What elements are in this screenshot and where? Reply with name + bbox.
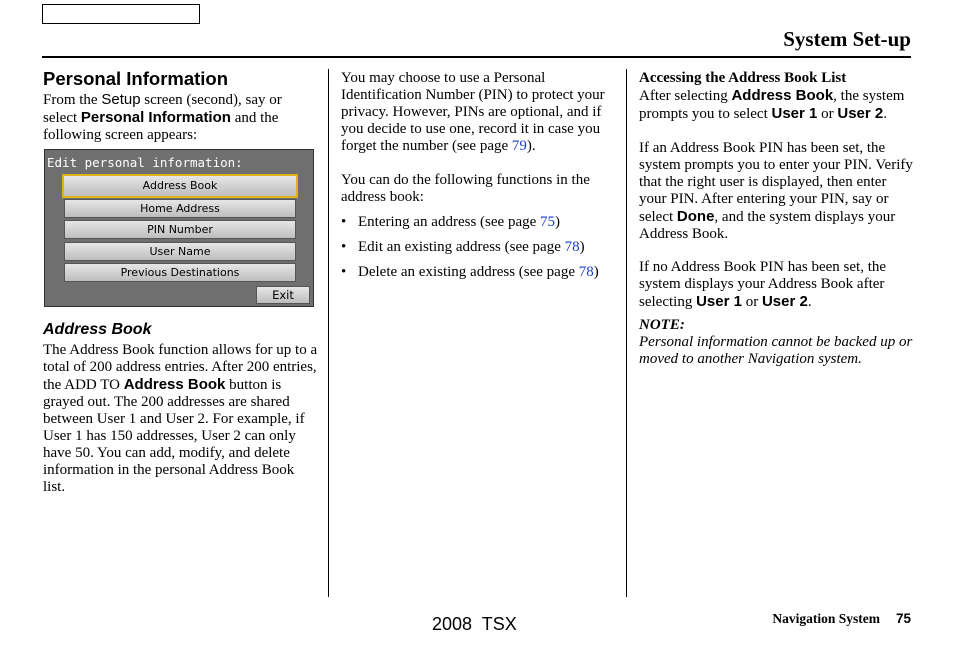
column-2 [341,70,616,289]
page-number: 75 [895,611,911,626]
list-item: • Entering an address (see page 75) [341,214,616,231]
note-label: NOTE: [639,317,685,333]
setup-term: Setup [101,91,141,108]
screenshot-title: Edit personal information: [47,155,243,170]
page-title: System Set-up [783,27,911,51]
screenshot-pin-number-button: PIN Number [64,220,296,239]
column-1 [43,68,318,144]
no-pin-paragraph: If no Address Book PIN has been set, the system displays your Address Book after selecting User 1 or User 2. [639,259,887,310]
functions-list [341,214,616,281]
note-text: Personal information cannot be backed up or moved to another Navigation system. [639,334,913,367]
accessing-paragraph: After selecting Address Book, the system prompts you to select User 1 or User 2. [639,87,905,122]
column-3 [639,70,914,368]
pin-set-paragraph: If an Address Book PIN has been set, the system prompts you to enter your PIN. Verify that the right user is displayed, then enter your PIN. After entering your PIN, say or select Done, and the system displays your Address Book. [639,140,913,242]
list-item: • Edit an existing address (see page 78) [341,239,616,256]
page-link-78[interactable]: 78 [578,264,594,280]
header-rule [42,56,911,58]
screenshot-previous-destinations-button: Previous Destinations [64,263,296,282]
screenshot-edit-personal-information [44,149,314,307]
column-divider-1 [328,69,329,597]
list-item: • Delete an existing address (see page 78) [341,264,616,281]
personal-information-term: Personal Information [80,109,231,126]
address-book-heading: Address Book [43,321,152,338]
section-heading: Personal Information [43,68,229,89]
pin-paragraph: You may choose to use a Personal Identification Number (PIN) to protect your privacy. However, PINs are optional, and if you decide to use one, record it in case you forget the number (see page 79). [341,70,605,154]
screenshot-exit-button: Exit [256,286,310,304]
column-divider-2 [626,69,627,597]
model-label: 2008 TSX [432,614,517,634]
page-link-75[interactable]: 75 [540,214,556,230]
accessing-heading: Accessing the Address Book List [639,70,847,86]
page-link-79[interactable]: 79 [511,138,527,154]
page-link-78[interactable]: 78 [564,239,580,255]
address-book-paragraph: The Address Book function allows for up to a total of 200 address entries. After 200 entries, the ADD TO Address Book button is grayed out. The 200 addresses are shared between User 1 and User 2. For example, if User 1 has 150 addresses, User 2 can only have 50. You can add, modify, and delete information in the personal Address Book list. [43,342,318,495]
screenshot-address-book-button: Address Book [62,174,298,198]
screenshot-user-name-button: User Name [64,242,296,261]
column-1-lower [43,320,318,496]
footer-section: Navigation System [772,611,880,626]
functions-paragraph: You can do the following functions in the address book: [341,172,590,205]
page-footer [772,611,911,627]
nav-box [42,4,200,24]
screenshot-home-address-button: Home Address [64,199,296,218]
intro-paragraph: From the Setup screen (second), say or select Personal Information and the following screen appears: [43,91,282,143]
